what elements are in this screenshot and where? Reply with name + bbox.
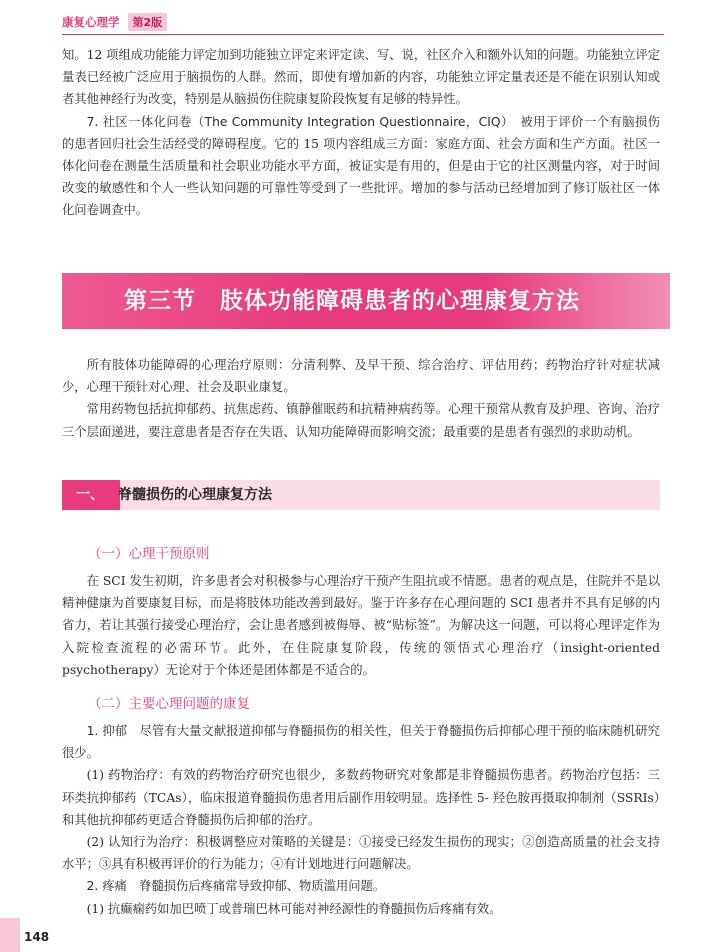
- running-header: [62, 12, 167, 32]
- ciq-lead: 7. 社区一体化问卷（The Community Integration Questionnaire，CIQ）: [86, 114, 508, 129]
- ciq-paragraph: [62, 111, 660, 222]
- depression-cbt-paragraph: (2) 认知行为治疗：积极调整应对策略的关键是：①接受已经发生损伤的现实；②创造高质量的社会支持水平；③具有积极再评价的行为能力；④有计划地进行问题解决。: [62, 835, 660, 872]
- section-title: 第三节 肢体功能障碍患者的心理康复方法: [124, 288, 580, 314]
- intro-paragraph: 所有肢体功能障碍的心理治疗原则：分清利弊、及早干预、综合治疗、评估用药；药物治疗针对症状减少，心理干预针对心理、社会及职业康复。: [62, 358, 660, 395]
- depression-text: 尽管有大量文献报道抑郁与脊髓损伤的相关性，但关于脊髓损伤后抑郁心理干预的临床随机研究很少。: [62, 724, 660, 761]
- pain-drug-paragraph: (1) 抗癫痫药如加巴喷丁或普瑞巴林可能对神经源性的脊髓损伤后疼痛有效。: [86, 901, 502, 916]
- pain-paragraph: [62, 875, 660, 897]
- principle-paragraph: 在 SCI 发生初期，许多患者会对积极参与心理治疗干预产生阻抗或不情愿。患者的观点是，住院并不是以精神健康为首要康复目标，而是将肢体功能改善到最好。鉴于许多存在心理问题的 SCI 患者并不具有足够的内省力，若让其强行接受心理治疗，会让患者感到被侮辱、被“贴标签”。为解决这一问题，可以将心理评定作为入院检查流程的必需环节。此外，在住院康复阶段，传统的领悟式心理治疗（insight-oriented psychotherapy）无论对于个体还是团体都是不适合的。: [62, 574, 660, 677]
- heading-rehab: （二）主要心理问题的康复: [88, 696, 250, 712]
- intro-block: [62, 354, 660, 443]
- pain-lead: 2. 疼痛: [86, 879, 127, 894]
- book-title: 康复心理学: [62, 15, 120, 29]
- depression-paragraph: [62, 720, 660, 764]
- pain-text: 脊髓损伤后疼痛常导致抑郁、物质滥用问题。: [139, 879, 386, 894]
- page-number: 148: [24, 930, 50, 944]
- page-corner-tab: [0, 918, 20, 952]
- continued-paragraph: 知。12 项组成功能能力评定加到功能独立评定来评定读、写、说，社区介入和额外认知的问题。功能独立评定量表已经被广泛应用于脑损伤的人群。然而，即使有增加新的内容，功能独立评定量表还是不能在识别认知或者其他神经行为改变，特别是从脑损伤住院康复阶段恢复有足够的特异性。: [62, 48, 660, 107]
- edition-badge: 第2版: [128, 13, 168, 31]
- ciq-text: 被用于评价一个有脑损伤的患者回归社会生活经受的障碍程度。它的 15 项内容组成三方面：家庭方面、社会方面和生产方面。社区一体化问卷在测量生活质量和社会职业功能水平方面，被证实是有用的，但是由于它的社区测量内容，对于时间改变的敏感性和个人一些认知问题的可靠性等受到了一些批评。增加的参与活动已经增加到了修订版社区一体化问卷调查中。: [62, 114, 660, 218]
- subsection-title: 脊髓损伤的心理康复方法: [118, 487, 272, 503]
- heading-principle: （一）心理干预原则: [88, 546, 210, 562]
- intro-paragraph: 常用药物包括抗抑郁药、抗焦虑药、镇静催眠药和抗精神病药等。心理干预常从教育及护理、咨询、治疗三个层面递进，要注意患者是否存在失语、认知功能障碍而影响交流；最重要的是患者有强烈的求助动机。: [62, 402, 660, 439]
- header-rule: [62, 34, 664, 35]
- depression-drug-paragraph: (1) 药物治疗：有效的药物治疗研究也很少，多数药物研究对象都是非脊髓损伤患者。药物治疗包括：三环类抗抑郁药（TCAs），临床报道脊髓损伤患者用后副作用较明显。选择性 5- 羟色胺再摄取抑制剂（SSRIs）和其他抗抑郁药更适合脊髓损伤后抑郁的治疗。: [62, 768, 660, 827]
- principle-block: [62, 570, 660, 681]
- rehab-block: [62, 720, 660, 920]
- depression-lead: 1. 抑郁: [86, 724, 128, 738]
- subsection-number: 一、: [62, 480, 120, 510]
- top-text-block: [62, 44, 660, 222]
